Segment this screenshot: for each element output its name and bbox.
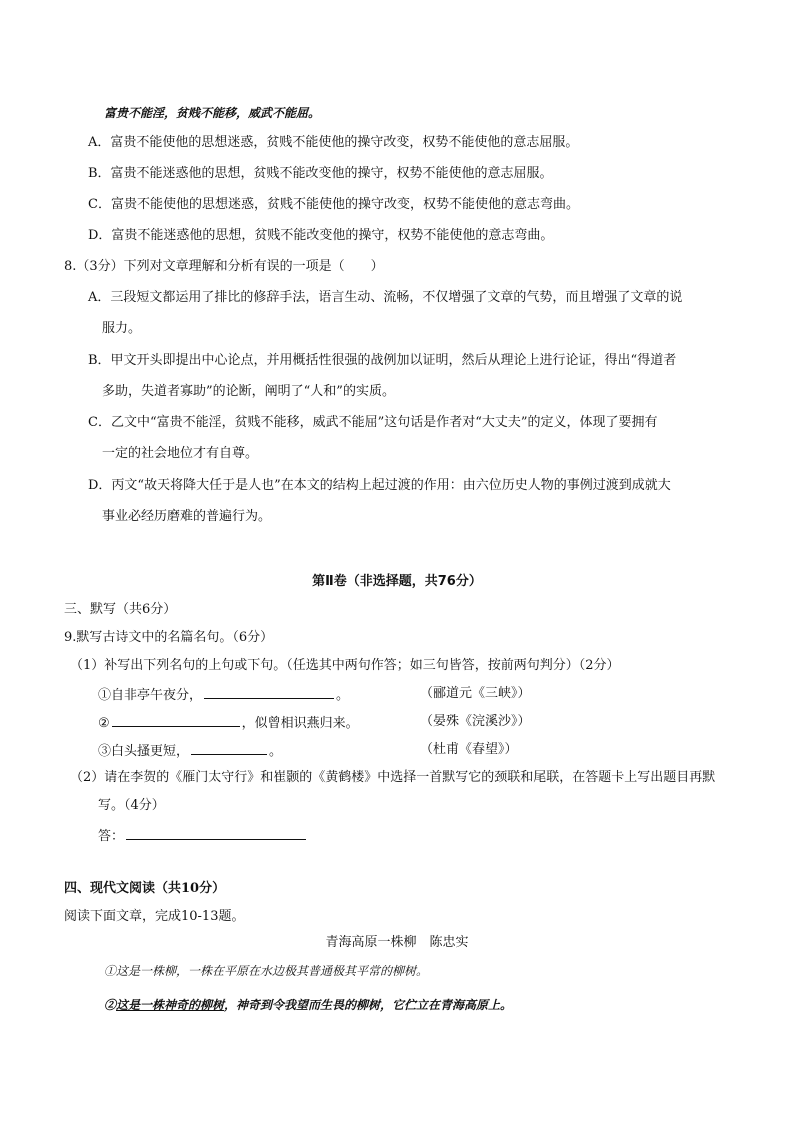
answer-label: 答： bbox=[98, 829, 125, 844]
q9-stem: 9.默写古诗文中的名篇名句。（6分） bbox=[64, 630, 274, 645]
q9-line1-end: 。 bbox=[336, 688, 350, 703]
q9-line3 bbox=[98, 741, 282, 761]
q7-option-a: A．富贵不能使他的思想迷惑，贫贱不能使他的操守改变，权势不能使他的意志屈服。 bbox=[88, 135, 579, 150]
section4-heading: 四、现代文阅读（共10分） bbox=[64, 881, 226, 896]
answer-blank-2[interactable] bbox=[112, 713, 240, 727]
reading-instruction: 阅读下面文章，完成10-13题。 bbox=[64, 909, 245, 924]
q9-line1-source: （郦道元《三峡》） bbox=[420, 686, 531, 701]
q8-option-c-line2: 一定的社会地位才有自尊。 bbox=[102, 446, 259, 461]
q8-option-a-line2: 服力。 bbox=[102, 321, 142, 336]
answer-blank-3[interactable] bbox=[191, 741, 267, 755]
paragraph-2-underlined: 这是一株神奇的柳树 bbox=[116, 998, 225, 1012]
q9-line2-num: ② bbox=[98, 716, 110, 731]
q9-line2-source: （晏殊《浣溪沙》） bbox=[420, 714, 531, 729]
q8-option-a-line1: A．三段短文都运用了排比的修辞手法，语言生动、流畅，不仅增强了文章的气势，而且增强了文章的说 bbox=[88, 290, 683, 305]
paragraph-2-rest: ，神奇到令我望而生畏的柳树，它伫立在青海高原上。 bbox=[224, 998, 513, 1012]
answer-blank-1[interactable] bbox=[204, 685, 334, 699]
q8-option-b-line1: B．甲文开头即提出中心论点，并用概括性很强的战例加以证明，然后从理论上进行论证，得出“得道者 bbox=[88, 353, 677, 368]
q9-line2 bbox=[98, 713, 359, 733]
q9-line3-text: ③白头搔更短， bbox=[98, 744, 190, 759]
article-title: 青海高原一株柳 陈忠实 bbox=[325, 935, 469, 950]
q9-sub2-line1: （2）请在李贺的《雁门太守行》和崔颢的《黄鹤楼》中选择一首默写它的颈联和尾联，在答题卡上写出题目再默 bbox=[70, 770, 716, 785]
part2-title: 第Ⅱ卷（非选择题，共76分） bbox=[312, 574, 482, 589]
paragraph-2 bbox=[104, 996, 512, 1014]
paragraph-2-marker: ② bbox=[104, 998, 117, 1012]
q9-line3-end: 。 bbox=[269, 744, 283, 759]
q7-option-c: C．富贵不能使他的思想迷惑，贫贱不能使他的操守改变，权势不能使他的意志弯曲。 bbox=[88, 197, 579, 212]
q8-stem: 8.（3分）下列对文章理解和分析有误的一项是（ ） bbox=[64, 259, 384, 274]
q9-line3-source: （杜甫《春望》） bbox=[420, 742, 518, 757]
q8-option-c-line1: C．乙文中“富贵不能淫，贫贱不能移，威武不能屈”这句话是作者对“大丈夫”的定义，体现了要拥有 bbox=[88, 415, 658, 430]
q9-sub2-line2: 写。（4分） bbox=[98, 798, 165, 813]
q8-option-d-line1: D．丙文“故天将降大任于是人也”在本文的结构上起过渡的作用：由六位历史人物的事例过渡到成就大 bbox=[88, 478, 671, 493]
answer-line bbox=[98, 826, 308, 846]
q8-option-d-line2: 事业必经历磨难的普遍行为。 bbox=[102, 509, 272, 524]
q7-quote: 富贵不能淫，贫贱不能移，威武不能屈。 bbox=[104, 106, 321, 120]
q9-line2-text: ，似曾相识燕归来。 bbox=[241, 716, 359, 731]
answer-blank-4[interactable] bbox=[126, 826, 306, 840]
q7-option-b: B．富贵不能迷惑他的思想，贫贱不能改变他的操守，权势不能使他的意志屈服。 bbox=[88, 166, 553, 181]
q9-line1-text: ①自非亭午夜分， bbox=[98, 688, 203, 703]
q9-sub1: （1）补写出下列名句的上句或下句。（任选其中两句作答；如三句皆答，按前两句判分）（2分） bbox=[70, 658, 620, 673]
q8-option-b-line2: 多助，失道者寡助”的论断，阐明了“人和”的实质。 bbox=[102, 384, 395, 399]
q7-option-d: D．富贵不能迷惑他的思想，贫贱不能改变他的操守，权势不能使他的意志弯曲。 bbox=[88, 228, 554, 243]
section3-heading: 三、默写（共6分） bbox=[64, 602, 177, 617]
paragraph-1: ①这是一株柳，一株在平原在水边极其普通极其平常的柳树。 bbox=[104, 964, 429, 978]
q9-line1 bbox=[98, 685, 349, 705]
